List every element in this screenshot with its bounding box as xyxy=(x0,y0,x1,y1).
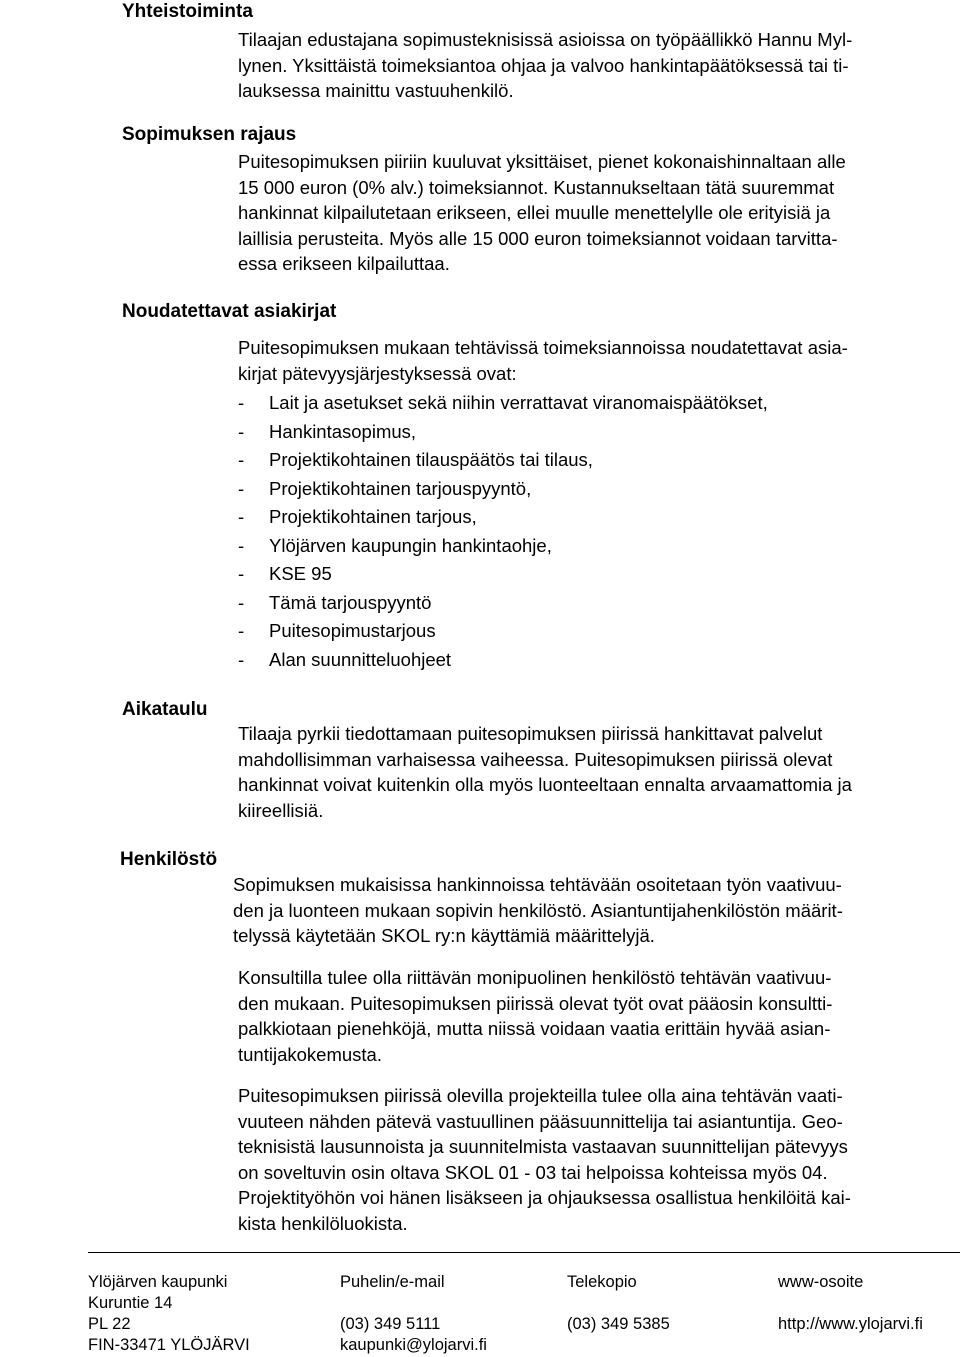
text-line: on soveltuvin osin oltava SKOL 01 - 03 tai helpoissa kohteissa myös 04. xyxy=(238,1161,828,1183)
text-line: kiireellisiä. xyxy=(238,799,324,821)
footer-divider xyxy=(88,1252,960,1253)
text-line: den mukaan. Puitesopimuksen piirissä olevat työt ovat pääosin konsultti- xyxy=(238,992,833,1014)
list-item xyxy=(238,589,768,618)
footer-fax-label: Telekopio xyxy=(567,1273,637,1291)
list-item xyxy=(238,503,768,532)
dash-bullet: - xyxy=(238,620,245,641)
dash-bullet: - xyxy=(238,563,245,584)
list-item-text: Ylöjärven kaupungin hankintaohje, xyxy=(269,534,552,556)
text-line: hankinnat kilpailutetaan erikseen, ellei muulle menettelylle ole erityisiä ja xyxy=(238,202,831,223)
footer-street: Kuruntie 14 xyxy=(88,1294,173,1312)
footer-web-link[interactable]: http://www.ylojarvi.fi xyxy=(778,1315,923,1333)
footer-fax-number: (03) 349 5385 xyxy=(567,1315,670,1333)
footer-email-link[interactable]: kaupunki@ylojarvi.fi xyxy=(340,1336,487,1354)
heading-yhteistoiminta: Yhteistoiminta xyxy=(122,1,253,22)
list-item-text: Projektikohtainen tilauspäätös tai tilaus, xyxy=(269,449,593,470)
dash-bullet: - xyxy=(238,449,245,470)
heading-henkilosto: Henkilöstö xyxy=(120,849,218,870)
list-item xyxy=(238,532,768,561)
dash-bullet: - xyxy=(238,477,245,499)
text-line: telyssä käytetään SKOL ry:n käyttämiä määrittelyjä. xyxy=(233,925,655,946)
list-item-text: Projektikohtainen tarjous, xyxy=(269,506,477,527)
heading-sopimuksen-rajaus: Sopimuksen rajaus xyxy=(122,124,297,145)
list-item-text: Alan suunnitteluohjeet xyxy=(269,648,452,670)
henkilosto-para-2 xyxy=(238,965,832,1067)
text-line: mahdollisimman varhaisessa vaiheessa. Puitesopimuksen piirissä olevat xyxy=(238,748,833,770)
dash-bullet: - xyxy=(238,591,245,613)
text-line: vuuteen nähden pätevä vastuullinen pääsuunnittelija tai asiantuntija. Geo- xyxy=(238,1110,843,1132)
dash-bullet: - xyxy=(238,506,245,527)
text-line: Puitesopimuksen piirissä olevilla projekteilla tulee olla aina tehtävän vaati- xyxy=(238,1085,843,1106)
list-item xyxy=(238,446,768,475)
henkilosto-para-3 xyxy=(238,1083,851,1236)
list-item xyxy=(238,389,768,418)
rajaus-text xyxy=(238,149,846,277)
text-line: Puitesopimuksen mukaan tehtävissä toimeksiannoissa noudatettavat asia- xyxy=(238,337,848,358)
footer-phone-number: (03) 349 5111 xyxy=(340,1315,441,1333)
text-line: laillisia perusteita. Myös alle 15 000 euron toimeksiannot voidaan tarvitta- xyxy=(238,227,838,249)
dash-bullet: - xyxy=(238,420,245,442)
text-line: Konsultilla tulee olla riittävän monipuolinen henkilöstö tehtävän vaativuu- xyxy=(238,967,832,988)
text-line: kirjat pätevyysjärjestyksessä ovat: xyxy=(238,362,517,384)
henkilosto-para-1 xyxy=(233,872,843,949)
footer-pobox: PL 22 xyxy=(88,1315,131,1333)
list-item-text: Hankintasopimus, xyxy=(269,420,417,442)
text-line: lynen. Yksittäistä toimeksiantoa ohjaa ja valvoo hankintapäätöksessä tai ti- xyxy=(238,54,849,76)
text-line: Tilaaja pyrkii tiedottamaan puitesopimuksen piirissä hankittavat palvelut xyxy=(238,723,823,744)
text-line: 15 000 euron (0% alv.) toimeksiannot. Kustannukseltaan tätä suuremmat xyxy=(238,176,835,198)
dash-bullet: - xyxy=(238,392,245,413)
text-line: lauksessa mainittu vastuuhenkilö. xyxy=(238,80,514,101)
footer-phone-label: Puhelin/e-mail xyxy=(340,1273,445,1291)
text-line: den ja luonteen mukaan sopivin henkilöstö. Asiantuntijahenkilöstön määrit- xyxy=(233,899,843,921)
list-item-text: Tämä tarjouspyyntö xyxy=(269,591,432,613)
list-item-text: Lait ja asetukset sekä niihin verrattavat viranomaispäätökset, xyxy=(269,392,768,413)
list-item-text: KSE 95 xyxy=(269,563,332,584)
text-line: Puitesopimuksen piiriin kuuluvat yksittäiset, pienet kokonaishinnaltaan alle xyxy=(238,151,846,172)
text-line: hankinnat voivat kuitenkin olla myös luonteeltaan ennalta arvaamattomia ja xyxy=(238,774,852,795)
text-line: Tilaajan edustajana sopimusteknisissä asioissa on työpäällikkö Hannu Myl- xyxy=(238,29,853,50)
text-line: tuntijakokemusta. xyxy=(238,1043,382,1065)
list-item-text: Projektikohtainen tarjouspyyntö, xyxy=(269,477,532,499)
heading-noudatettavat-asiakirjat: Noudatettavat asiakirjat xyxy=(122,301,337,322)
text-line: teknisistä lausunnoista ja suunnitelmista vastaavan suunnittelijan pätevyys xyxy=(238,1136,848,1157)
asiakirjat-intro xyxy=(238,335,848,386)
footer-org-name: Ylöjärven kaupunki xyxy=(88,1273,228,1291)
footer-phone xyxy=(340,1272,487,1356)
yhteistoiminta-text xyxy=(238,27,852,104)
footer-web-label: www-osoite xyxy=(778,1273,864,1291)
text-line: palkkiotaan pienehköjä, mutta niissä voidaan vaatia erittäin hyvää asian- xyxy=(238,1018,831,1039)
text-line: essa erikseen kilpailuttaa. xyxy=(238,253,450,274)
heading-aikataulu: Aikataulu xyxy=(122,699,208,720)
list-item xyxy=(238,646,768,675)
footer-fax xyxy=(567,1272,670,1335)
list-item xyxy=(238,475,768,504)
list-item xyxy=(238,560,768,589)
text-line: kista henkilöluokista. xyxy=(238,1212,408,1234)
text-line: Sopimuksen mukaisissa hankinnoissa tehtävään osoitetaan työn vaativuu- xyxy=(233,874,842,895)
dash-bullet: - xyxy=(238,534,245,556)
footer-web xyxy=(778,1272,923,1335)
dash-bullet: - xyxy=(238,648,245,670)
list-item xyxy=(238,418,768,447)
footer-address xyxy=(88,1272,250,1356)
text-line: Projektityöhön voi hänen lisäkseen ja ohjauksessa osallistua henkilöitä kai- xyxy=(238,1187,851,1208)
asiakirjat-list xyxy=(238,389,768,674)
list-item-text: Puitesopimustarjous xyxy=(269,620,436,641)
footer-postal: FIN-33471 YLÖJÄRVI xyxy=(88,1336,250,1354)
aikataulu-text xyxy=(238,721,852,823)
list-item xyxy=(238,617,768,646)
